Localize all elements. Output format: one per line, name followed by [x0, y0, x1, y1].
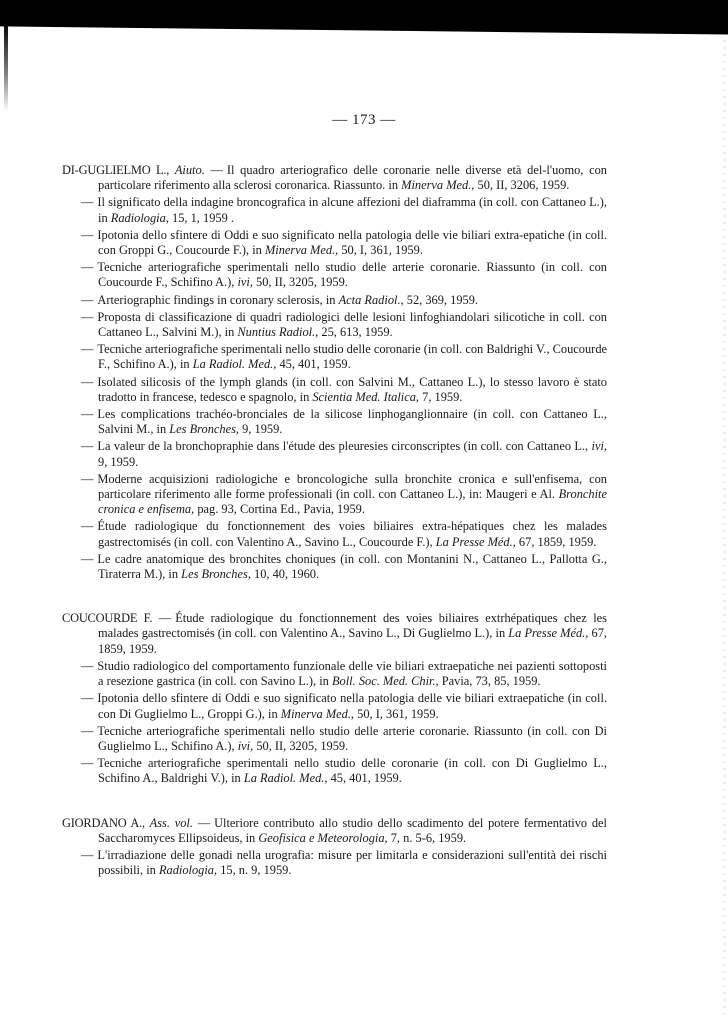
entry-title: Étude radiologique du fonctionnement des voies biliaires extra-hépatiques chez les malades gastrectomisés (in coll. con Valentino A., Savino L., Coucourde F.), — [97, 519, 607, 549]
journal-name: Les Bronches, — [169, 422, 240, 437]
journal-name: ivi, — [237, 275, 253, 290]
citation-details: 67, 1859, 1959. — [515, 534, 597, 549]
bibliography-entry — [62, 342, 607, 372]
entry-title: Le cadre anatomique des bronchites choniques (in coll. con Montanini N., Cattaneo L., Pallotta G., Tiraterra M.), in — [97, 551, 607, 582]
entry-dash: — — [158, 611, 172, 626]
entry-dash: — — [81, 260, 94, 275]
bibliography-entry — [62, 519, 607, 549]
entry-title: Ipotonia dello sfintere di Oddi e suo significato nella patologia delle vie biliari extraepatiche (in coll. con Di Guglielmo L., Groppi G.), in — [97, 691, 607, 721]
entry-dash: — — [81, 691, 94, 706]
entry-title: Isolated silicosis of the lymph glands (in coll. con Salvini M., Cattaneo L.), lo stesso lavoro è stato tradotto in francese, tedesco e spagnolo, in — [97, 374, 607, 404]
bibliography-entry — [62, 439, 607, 469]
citation-details: 9, 1959. — [239, 422, 283, 437]
author-name: COUCOURDE F. — [62, 611, 153, 626]
entry-title: Les complications trachéo-bronciales de la silicose linphoganglionnaire (in coll. con Cattaneo L., Salvini M., in — [97, 407, 607, 437]
entry-title: Tecniche arteriografiche sperimentali nello studio delle coronarie (in coll. con Baldrighi V., Coucourde F., Schifino A.), in — [97, 342, 608, 372]
entry-title: Tecniche arteriografiche sperimentali nello studio delle coronarie (in coll. con Di Guglielmo L., Schifino A., Baldrighi V.), in — [97, 756, 607, 786]
citation-details: 50, I, 361, 1959. — [354, 706, 439, 721]
entry-title: Moderne acquisizioni radiologiche e broncologiche sulla bronchite cronica e sull'enfisema, con particolare riferimento alle forme professionali (in coll. con Cattaneo L.), in: Maugeri e Al. — [97, 471, 607, 502]
bibliography-entry — [62, 375, 607, 405]
entry-dash: — — [81, 519, 94, 534]
journal-name: Radiologia, — [158, 863, 218, 878]
citation-details: 45, 401, 1959. — [327, 771, 402, 786]
author-name: DI-GUGLIELMO L., — [62, 163, 170, 177]
entry-dash: — — [81, 847, 94, 862]
entry-title: Proposta di classificazione di quadri radiologici delle lesioni linfoghiandolari silicotiche in coll. con Cattaneo L., Salvini M.), in — [97, 309, 607, 340]
journal-name: Boll. Soc. Med. Chir., — [331, 674, 439, 689]
entry-dash: — — [81, 471, 94, 486]
citation-details: 7, 1959. — [419, 389, 463, 404]
citation-details: 50, II, 3206, 1959. — [474, 178, 570, 193]
entry-title: Il quadro arteriografico delle coronarie nelle diverse età del-l'uomo, con particolare riferimento alla sclerosi coronarica. Riassunto. in — [98, 163, 607, 193]
page-number: — 173 — — [332, 112, 396, 128]
journal-name: Geofisica e Meteorologia, — [258, 830, 388, 845]
entry-dash: — — [81, 227, 94, 242]
bibliography-entry — [62, 260, 607, 290]
entry-title: L'irradiazione delle gonadi nella urografia: misure per limitarla e considerazioni sull'entità dei rischi possibili, in — [97, 847, 607, 878]
citation-details: 52, 369, 1959. — [403, 292, 478, 307]
citation-details: 10, 40, 1960. — [250, 567, 320, 582]
bibliography-entry — [62, 724, 607, 754]
journal-name: La Presse Méd., — [508, 626, 589, 641]
bibliography-entry — [62, 659, 607, 689]
citation-details: 50, II, 3205, 1959. — [252, 275, 348, 290]
citation-details: 67, 1859, 1959. — [98, 626, 607, 656]
scan-border-left — [4, 22, 8, 112]
entry-dash: — — [81, 439, 94, 454]
entry-title: Étude radiologique du fonctionnement des voies biliaires extrhépatiques chez les malades gastrectomisés (in coll. con Valentino A., Savino L., Di Guglielmo L.), in — [98, 611, 608, 641]
entry-title: La valeur de la bronchopraphie dans l'étude des pleuresies circonscriptes (in coll. con Cattaneo L., — [97, 439, 592, 454]
citation-details: 50, I, 361, 1959. — [338, 243, 423, 258]
citation-details: pag. 93, Cortina Ed., Pavia, 1959. — [194, 502, 365, 517]
journal-name: Acta Radiol., — [338, 292, 404, 307]
entry-title: Ulteriore contributo allo studio dello scadimento del potere fermentativo del Saccharomyces Ellipsoideus, in — [98, 815, 607, 845]
entry-dash: — — [81, 756, 94, 771]
journal-name: La Radiol. Med., — [243, 771, 328, 786]
journal-name: La Presse Méd., — [435, 534, 516, 549]
author-section — [62, 611, 607, 786]
citation-details: 15, 1, 1959 . — [168, 210, 234, 225]
journal-name: Minerva Med., — [264, 243, 339, 258]
journal-name: ivi, — [237, 738, 254, 753]
citation-details: 45, 401, 1959. — [276, 357, 351, 372]
bibliography-entry — [62, 310, 607, 340]
bibliography-entry — [62, 691, 607, 721]
bibliography-entry-lead — [62, 611, 607, 657]
entry-title: Ipotonia dello sfintere di Oddi e suo significato nella patologia delle vie biliari extra-epatiche (in coll. con Groppi G., Coucourde F.), in — [97, 227, 607, 258]
journal-name: Nuntius Radiol., — [237, 325, 319, 340]
entry-dash: — — [81, 292, 94, 307]
scan-border-top — [0, 0, 728, 48]
journal-name: Bronchite cronica e enfisema, — [98, 487, 607, 517]
author-name: GIORDANO A., — [62, 815, 145, 830]
citation-details: 25, 613, 1959. — [318, 325, 393, 340]
journal-name: Scientia Med. Italica, — [312, 389, 420, 404]
journal-name: ivi, — [591, 439, 607, 454]
journal-name: La Radiol. Med., — [192, 357, 277, 372]
citation-details: 9, 1959. — [98, 454, 139, 469]
bibliography-entry — [62, 756, 607, 786]
author-role: Aiuto. — [174, 163, 205, 177]
entry-dash: — — [81, 342, 94, 357]
bibliography-entry — [62, 848, 607, 878]
journal-name: Minerva Med., — [401, 178, 475, 193]
bibliography — [62, 163, 607, 907]
bibliography-entry — [62, 228, 607, 258]
journal-name: Minerva Med., — [280, 706, 355, 721]
entry-title: Tecniche arteriografiche sperimentali nello studio delle arterie coronarie. Riassunto (in coll. con Coucourde F., Schifino A.), — [97, 260, 607, 290]
author-section — [62, 163, 607, 582]
bibliography-entry — [62, 195, 607, 225]
entry-title: Tecniche arteriografiche sperimentali nello studio delle arterie coronarie. Riassunto (in coll. con Di Guglielmo L., Schifino A.), — [97, 723, 607, 753]
bibliography-entry — [62, 407, 607, 437]
bibliography-entry — [62, 293, 607, 308]
entry-dash: — — [81, 309, 94, 324]
journal-name: Radiologia, — [110, 210, 169, 225]
bibliography-entry-lead — [62, 816, 607, 846]
scan-border-right — [723, 40, 726, 1020]
entry-dash: — — [81, 551, 94, 566]
entry-title: Studio radiologico del comportamento funzionale delle vie biliari extraepatiche nei pazienti sottoposti a resezione gastrica (in coll. con Savino L.), in — [97, 658, 607, 689]
entry-dash: — — [81, 407, 94, 422]
entry-dash: — — [81, 374, 94, 389]
citation-details: 15, n. 9, 1959. — [217, 863, 292, 878]
journal-name: Les Bronches, — [181, 567, 251, 582]
citation-details: 7, n. 5-6, 1959. — [387, 830, 467, 845]
entry-dash: — — [210, 163, 223, 177]
entry-dash: — — [81, 195, 94, 210]
entry-dash: — — [81, 658, 94, 673]
entry-dash: — — [197, 815, 211, 830]
entry-title: Il significato della indagine broncografica in alcune affezioni del diaframma (in coll. con Cattaneo L.), in — [97, 195, 607, 225]
citation-details: 50, II, 3205, 1959. — [253, 738, 349, 753]
author-section — [62, 816, 607, 879]
entry-title: Arteriographic findings in coronary sclerosis, in — [97, 292, 339, 307]
entry-dash: — — [81, 723, 94, 738]
bibliography-entry — [62, 472, 607, 518]
bibliography-entry — [62, 552, 607, 582]
citation-details: Pavia, 73, 85, 1959. — [438, 674, 541, 689]
author-role: Ass. vol. — [149, 815, 193, 830]
bibliography-entry-lead — [62, 163, 607, 193]
